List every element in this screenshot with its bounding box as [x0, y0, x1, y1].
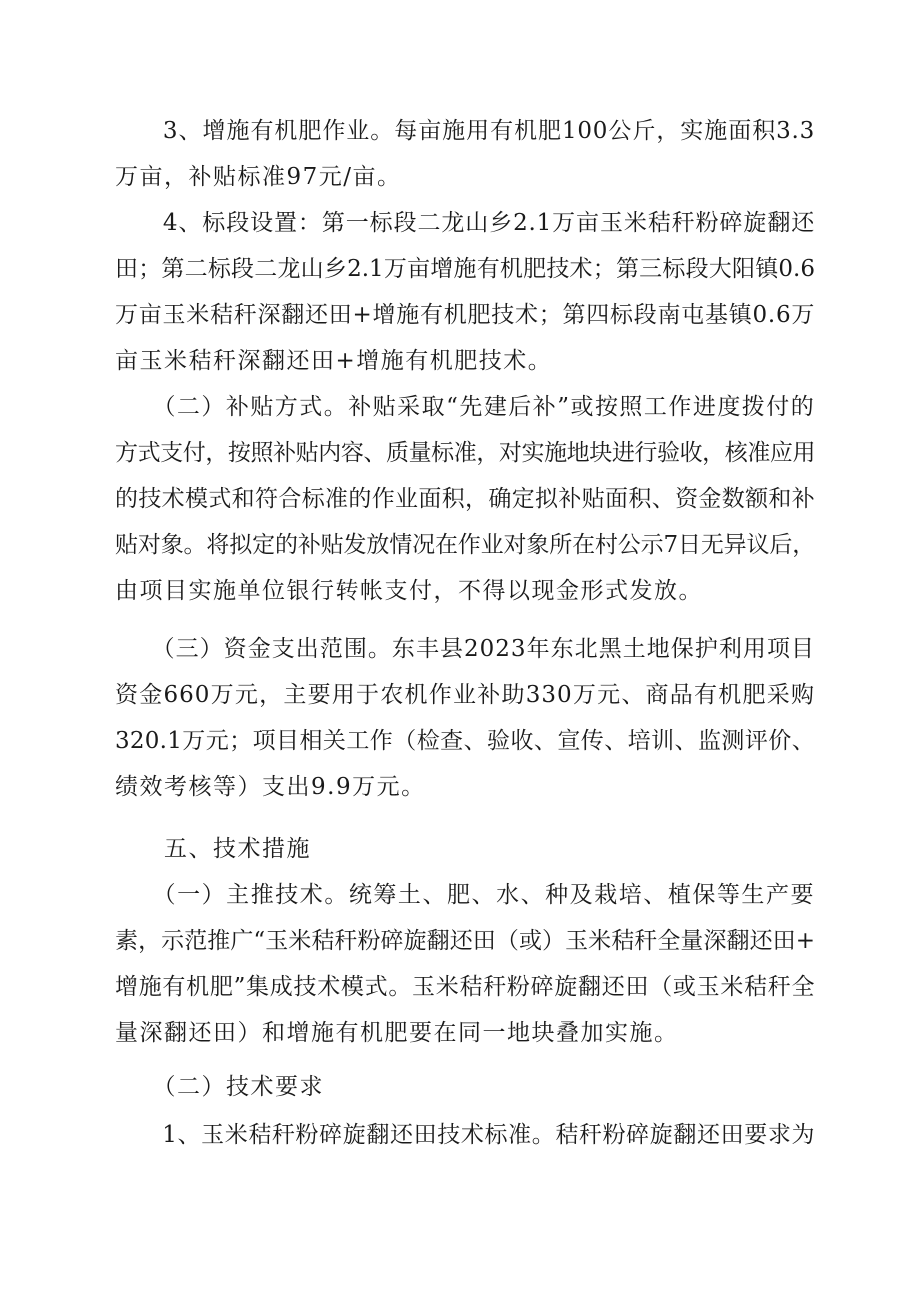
text-line: （三）资金支出范围。东丰县2023年东北黑土地保护利用项目 [115, 636, 815, 662]
section-heading-technical-measures [115, 826, 815, 872]
text-line: 万亩，补贴标准97元/亩。 [115, 164, 402, 190]
text-line: 由项目实施单位银行转帐支付，不得以现金形式发放。 [115, 578, 703, 604]
section-heading: 五、技术措施 [115, 836, 311, 862]
text-line: 田；第二标段二龙山乡2.1万亩增施有机肥技术；第三标段大阳镇0.6 [115, 256, 815, 282]
text-line: 320.1万元；项目相关工作（检查、验收、宣传、培训、监测评价、 [115, 728, 815, 754]
paragraph-main-tech [115, 872, 815, 1056]
paragraph-item-1 [115, 1112, 815, 1158]
text-line: 增施有机肥”集成技术模式。玉米秸秆粉碎旋翻还田（或玉米秸秆全 [115, 974, 815, 1000]
text-line: 万亩玉米秸秆深翻还田+增施有机肥技术；第四标段南屯基镇0.6万 [115, 302, 816, 328]
text-line: 3、增施有机肥作业。每亩施用有机肥100公斤，实施面积3.3 [115, 118, 815, 144]
text-line: 绩效考核等）支出9.9万元。 [115, 774, 426, 800]
text-line: 量深翻还田）和增施有机肥要在同一地块叠加实施。 [115, 1020, 679, 1046]
subheading: （二）技术要求 [115, 1074, 324, 1100]
text-line: 亩玉米秸秆深翻还田+增施有机肥技术。 [115, 348, 553, 374]
text-line: 的技术模式和符合标准的作业面积，确定拟补贴面积、资金数额和补 [115, 486, 815, 512]
text-line: 4、标段设置：第一标段二龙山乡2.1万亩玉米秸秆粉碎旋翻还 [115, 210, 815, 236]
text-line: 1、玉米秸秆粉碎旋翻还田技术标准。秸秆粉碎旋翻还田要求为 [115, 1122, 815, 1148]
text-line: 贴对象。将拟定的补贴发放情况在作业对象所在村公示7日无异议后， [115, 532, 815, 558]
text-line: （一）主推技术。统筹土、肥、水、种及栽培、植保等生产要 [115, 882, 815, 908]
text-line: 资金660万元，主要用于农机作业补助330万元、商品有机肥采购 [115, 682, 815, 708]
paragraph-subsidy-method [115, 384, 815, 614]
text-line: （二）补贴方式。补贴采取“先建后补”或按照工作进度拨付的 [115, 394, 815, 420]
paragraph-item-3 [115, 108, 815, 200]
text-line: 方式支付，按照补贴内容、质量标准，对实施地块进行验收，核准应用 [115, 440, 815, 466]
text-line: 素，示范推广“玉米秸秆粉碎旋翻还田（或）玉米秸秆全量深翻还田+ [115, 928, 815, 954]
paragraph-item-4 [115, 200, 815, 384]
paragraph-fund-scope [115, 626, 815, 810]
subheading-tech-requirements [115, 1064, 815, 1110]
